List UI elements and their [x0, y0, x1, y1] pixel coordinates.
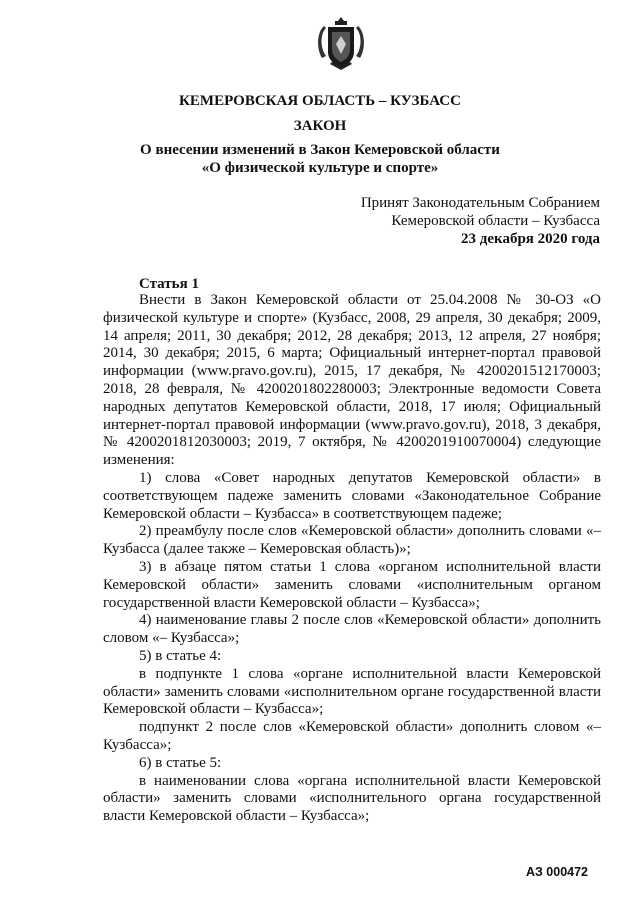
article-body: [103, 292, 601, 826]
article-paragraph: в наименовании слова «органа исполнительной власти Кемеровской области» заменить словами «исполнительного органа государственной власти Кемеровской области – Кузбасса»;: [103, 772, 601, 825]
adoption-line-1: Принят Законодательным Собранием: [360, 195, 600, 211]
article-paragraph: 5) в статье 4:: [139, 647, 222, 664]
article-paragraph: 4) наименование главы 2 после слов «Кемеровской области» дополнить словом «– Кузбасса»;: [103, 612, 601, 647]
article-paragraph: в подпункте 1 слова «органе исполнительной власти Кемеровской области» заменить словами «исполнительном органе государственной власти Кемеровской области – Кузбасса»;: [103, 665, 601, 718]
article-title: Статья 1: [139, 276, 199, 292]
form-serial-number: АЗ 000472: [525, 865, 588, 879]
region-name: КЕМЕРОВСКАЯ ОБЛАСТЬ – КУЗБАСС: [179, 93, 461, 109]
article-paragraph: 1) слова «Совет народных депутатов Кемеровской области» в соответствующем падеже заменить словами «Законодательное Собрание Кемеровской области – Кузбасса» в соответствующем падеже;: [103, 469, 601, 522]
document-type: ЗАКОН: [293, 118, 347, 134]
adoption-date: 23 декабря 2020 года: [461, 231, 600, 247]
article-paragraph: подпункт 2 после слов «Кемеровской области» дополнить словом «– Кузбасса»;: [103, 719, 601, 753]
law-title-line-1: О внесении изменений в Закон Кемеровской области: [140, 142, 500, 158]
article-paragraph: Внести в Закон Кемеровской области от 25.04.2008 № 30-ОЗ «О физической культуре и спорте» (Кузбасс, 2008, 29 апреля, 30 декабря; 2009, 14 апреля; 2011, 30 декабря; 2012, 28 декабря; 2013, 12 апреля, 27 ноября; 2014, 30 декабря; 2015, 6 марта; Официальный интернет-портал правовой информации (www.pravo.gov.ru), 2015, 17 декабря, № 4200201512170003; 2018, 28 февраля, № 4200201802280003; Электронные ведомости Совета народных депутатов Кемеровской области, 2018, 17 июля; Официальный интернет-портал правовой информации (www.pravo.gov.ru), 2018, 3 декабря, № 4200201812030003; 2019, 7 октября, № 4200201910070004) следующие изменения:: [103, 292, 601, 469]
adoption-line-2: Кемеровской области – Кузбасса: [391, 213, 600, 229]
adoption-block: [361, 194, 600, 248]
coat-of-arms-emblem: [318, 14, 364, 72]
article-paragraph: 6) в статье 5:: [139, 754, 222, 771]
article-paragraph: 2) преамбулу после слов «Кемеровской области» дополнить словами «– Кузбасса (далее также – Кемеровская область)»;: [103, 523, 601, 558]
article-paragraph: 3) в абзаце пятом статьи 1 слова «органом исполнительной власти Кемеровской области» заменить словами «исполнительным органом государственной власти Кемеровской области – Кузбасса»;: [103, 558, 601, 611]
law-title-line-2: «О физической культуре и спорте»: [201, 160, 439, 176]
